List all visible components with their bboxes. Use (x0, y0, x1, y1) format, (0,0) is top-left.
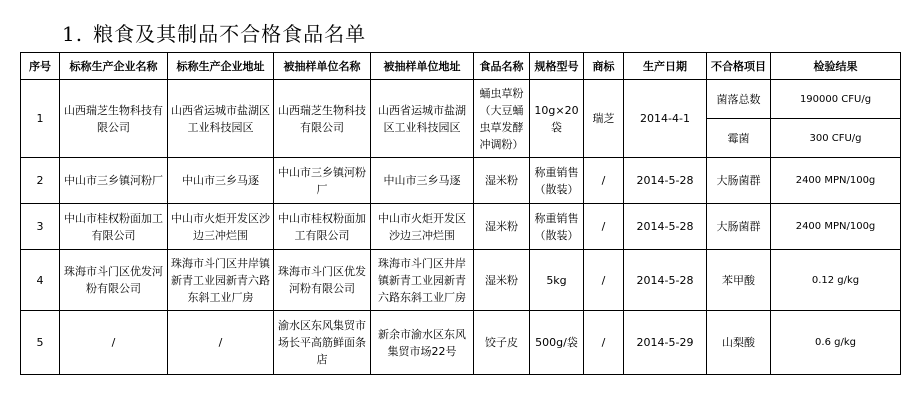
cell-item: 大肠菌群 (707, 204, 771, 250)
cell-maker-addr: 山西省运城市盐湖区工业科技园区 (168, 80, 274, 158)
cell-spec: 称重销售（散装） (530, 204, 584, 250)
cell-brand: / (584, 311, 624, 375)
cell-maker: 珠海市斗门区优发河粉有限公司 (60, 250, 168, 311)
cell-sampled-addr: 山西省运城市盐湖区工业科技园区 (371, 80, 474, 158)
header-brand: 商标 (584, 53, 624, 80)
cell-item: 大肠菌群 (707, 158, 771, 204)
cell-maker-addr: 珠海市斗门区井岸镇新青工业园新青六路东斜工业厂房 (168, 250, 274, 311)
header-maker-addr: 标称生产企业地址 (168, 53, 274, 80)
title-text: 粮食及其制品不合格食品名单 (93, 22, 367, 46)
cell-item: 菌落总数 (707, 80, 771, 119)
cell-spec: 500g/袋 (530, 311, 584, 375)
cell-food: 湿米粉 (474, 250, 530, 311)
header-spec: 规格型号 (530, 53, 584, 80)
cell-spec: 5kg (530, 250, 584, 311)
header-food: 食品名称 (474, 53, 530, 80)
cell-maker: 中山市桂权粉面加工有限公司 (60, 204, 168, 250)
cell-sampled-addr: 新余市渝水区东风集贸市场22号 (371, 311, 474, 375)
cell-result: 0.12 g/kg (771, 250, 901, 311)
cell-item: 山梨酸 (707, 311, 771, 375)
cell-no: 1 (21, 80, 60, 158)
cell-maker-addr: 中山市三乡马逐 (168, 158, 274, 204)
cell-maker-addr: / (168, 311, 274, 375)
table-row (21, 80, 901, 119)
cell-date: 2014-5-28 (624, 158, 707, 204)
cell-sampled: 渝水区东风集贸市场长平高筋鲜面条店 (274, 311, 371, 375)
cell-food: 蛹虫草粉（大豆蛹虫草发酵冲调粉） (474, 80, 530, 158)
header-item: 不合格项目 (707, 53, 771, 80)
cell-maker: 山西瑞芝生物科技有限公司 (60, 80, 168, 158)
cell-sampled: 山西瑞芝生物科技有限公司 (274, 80, 371, 158)
cell-food: 饺子皮 (474, 311, 530, 375)
table-row (21, 311, 901, 375)
table-header-row (21, 53, 901, 80)
cell-spec: 称重销售（散装） (530, 158, 584, 204)
table-row (21, 204, 901, 250)
header-no: 序号 (21, 53, 60, 80)
header-maker: 标称生产企业名称 (60, 53, 168, 80)
cell-sampled-addr: 中山市火炬开发区沙边三冲烂围 (371, 204, 474, 250)
header-date: 生产日期 (624, 53, 707, 80)
cell-date: 2014-5-28 (624, 204, 707, 250)
header-result: 检验结果 (771, 53, 901, 80)
cell-maker-addr: 中山市火炬开发区沙边三冲烂围 (168, 204, 274, 250)
cell-item: 霉菌 (707, 119, 771, 158)
cell-brand: / (584, 250, 624, 311)
cell-result: 190000 CFU/g (771, 80, 901, 119)
cell-sampled-addr: 珠海市斗门区井岸镇新青工业园新青六路东斜工业厂房 (371, 250, 474, 311)
cell-date: 2014-5-29 (624, 311, 707, 375)
cell-result: 2400 MPN/100g (771, 158, 901, 204)
header-sampled-addr: 被抽样单位地址 (371, 53, 474, 80)
cell-no: 3 (21, 204, 60, 250)
title-number: 1. (62, 22, 84, 46)
cell-brand: / (584, 158, 624, 204)
cell-food: 湿米粉 (474, 158, 530, 204)
cell-result: 2400 MPN/100g (771, 204, 901, 250)
cell-food: 湿米粉 (474, 204, 530, 250)
cell-sampled: 中山市桂权粉面加工有限公司 (274, 204, 371, 250)
cell-date: 2014-4-1 (624, 80, 707, 158)
cell-brand: / (584, 204, 624, 250)
cell-sampled-addr: 中山市三乡马逐 (371, 158, 474, 204)
cell-maker: 中山市三乡镇河粉厂 (60, 158, 168, 204)
cell-sampled: 珠海市斗门区优发河粉有限公司 (274, 250, 371, 311)
header-sampled: 被抽样单位名称 (274, 53, 371, 80)
cell-no: 5 (21, 311, 60, 375)
cell-result: 0.6 g/kg (771, 311, 901, 375)
cell-date: 2014-5-28 (624, 250, 707, 311)
cell-spec: 10g×20袋 (530, 80, 584, 158)
unqualified-food-table (20, 52, 901, 375)
page-title (62, 18, 366, 47)
cell-no: 2 (21, 158, 60, 204)
cell-brand: 瑞芝 (584, 80, 624, 158)
cell-item: 苯甲酸 (707, 250, 771, 311)
cell-no: 4 (21, 250, 60, 311)
table-row (21, 250, 901, 311)
cell-result: 300 CFU/g (771, 119, 901, 158)
table-row (21, 158, 901, 204)
cell-sampled: 中山市三乡镇河粉厂 (274, 158, 371, 204)
cell-maker: / (60, 311, 168, 375)
